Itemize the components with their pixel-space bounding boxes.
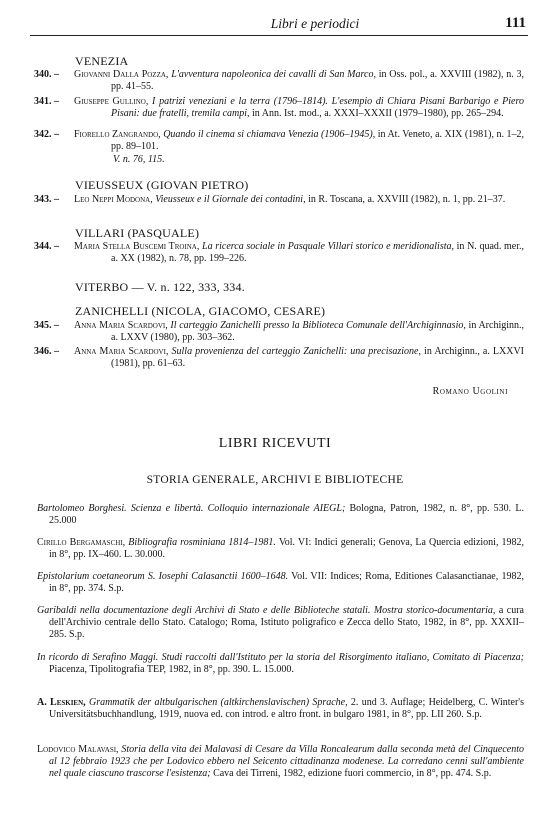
entry-344 [34,241,524,265]
book-imprint: Bologna, Patron, 1982, n. 8°, pp. 530. L. 25.000 [49,503,524,526]
book-title: In ricordo di Serafino Maggi. Studi raccolti dall'Istituto per la storia del Risorgimento italiano, Comitato di Piacenza; [37,652,524,663]
entry-author: Giuseppe Gullino, [74,96,149,107]
book-author: Cirillo Bergamaschi, [37,537,126,548]
entry-citation: in At. Veneto, a. XIX (1981), n. 1–2, pp. 89–101. [111,129,525,152]
entry-title: Vieusseux e il Giornale dei contadini, [155,194,306,205]
entry-citation: in Oss. pol., a. XXVIII (1982), n. 3, pp. 41–55. [111,69,524,92]
cross-reference: V. n. 76, 115. [113,154,165,165]
received-book [37,537,524,561]
entry-citation: in N. quad. mer., a. XX (1982), n. 78, pp. 199–226. [111,241,525,264]
book-imprint: Cava dei Tirreni, 1982, edizione fuori commercio, in 8°, pp. 474. S.p. [213,768,492,779]
entry-author: Anna Maria Scardovi, [74,320,168,331]
book-title: Garibaldi nella documentazione degli Archivi di Stato e delle Biblioteche statali. Mostra storico-documentaria, [37,605,496,616]
entry-341 [34,96,524,120]
running-header [30,13,528,36]
entry-number: 346. – [34,346,59,357]
entry-citation: in R. Toscana, a. XXVIII (1982), n. 1, pp. 21–37. [308,194,506,205]
section-heading-vieusseux: VIEUSSEUX (GIOVAN PIETRO) [75,178,249,192]
book-imprint: a cura dell'Archivio centrale dello Stato. Catalogo; Roma, Istituto poligrafico e Zecca dello Stato, 1982, in 8°, pp. XXXII–285. S.p. [49,605,524,640]
entry-author: Anna Maria Scardovi, [74,346,169,357]
entry-346 [34,346,524,370]
entry-author: Giovanni Dalla Pozza, [74,69,169,80]
entry-author: Fiorello Zangrando, [74,129,161,140]
section-heading-villari: VILLARI (PASQUALE) [75,226,200,240]
entry-author: Leo Neppi Modona, [74,194,153,205]
entry-citation: in Ann. Ist. mod., a. XXXI–XXXII (1979–1980), pp. 265–294. [252,108,504,119]
section-heading-viterbo: VITERBO — V. n. 122, 333, 334. [75,280,245,294]
entry-number: 344. – [34,241,59,252]
book-imprint: Vol. VII: Indices; Roma, Editiones Calasanctianae, 1982, in 8°, pp. 374. S.p. [49,571,524,594]
book-title: Bibliografia rosminiana 1814–1981. [128,537,276,548]
received-book [37,503,524,527]
entry-title: Quando il cinema si chiamava Venezia (1906–1945), [163,129,376,140]
received-book [37,605,524,641]
book-title: Bartolomeo Borghesi. Scienza e libertà. Colloquio internazionale AIEGL; [37,503,346,514]
book-author: A. Leskien, [37,697,86,708]
received-books-heading: LIBRI RICEVUTI [218,436,332,451]
page-number: 111 [505,15,526,31]
received-books-subheading: STORIA GENERALE, ARCHIVI E BIBLIOTECHE [146,474,404,486]
book-title: Grammatik der altbulgarischen (altkirchenslavischen) Sprache, [88,697,348,708]
book-imprint: 2. und 3. Auflage; Heidelberg, C. Winter's Universitätsbuchhandlung, 1919, nuova ed. con introd. e altro front. in bulgaro 1981, in 8°, pp. LII 260. S.p. [49,697,524,720]
entry-citation: in Archiginn., a. LXXV (1980), pp. 303–362. [111,320,525,343]
entry-342 [34,129,524,153]
entry-number: 342. – [34,129,59,140]
entry-title: I patrizi veneziani e la terra (1796–1814). L'esempio di Chiara Pisani Barbarigo e Piero Pisani: due fratelli, tremila campi, [111,96,525,119]
book-title: Storia della vita dei Malavasi di Cesare da Villa Roncalearum dalla seconda metà del Cinquecento al 12 febbraio 1923 che per Lodovico ebbero nel Seicento cittadinanza modenese. La corredano cenni sull'ambiente nel quale ciascuno trascorse l'esistenza; [49,744,524,779]
received-book [37,697,524,721]
running-title: Libri e periodici [270,16,360,31]
received-book [37,744,524,780]
entry-author: Maria Stella Buscemi Troina, [74,241,200,252]
section-heading-zanichelli: ZANICHELLI (NICOLA, GIACOMO, CESARE) [75,304,326,318]
entry-345 [34,320,524,344]
entry-number: 340. – [34,69,59,80]
author-signature: Romano Ugolini [432,386,508,397]
entry-number: 341. – [34,96,59,107]
book-title: Epistolarium coetaneorum S. Iosephi Calasanctii 1600–1648. [37,571,289,582]
section-heading-venezia: VENEZIA [75,54,129,68]
entry-number: 345. – [34,320,59,331]
entry-340 [34,69,524,93]
book-imprint: Piacenza, Tipolitografia TEP, 1982, in 8°, pp. 390. L. 15.000. [49,664,294,675]
entry-number: 343. – [34,194,59,205]
received-book [37,652,524,676]
received-book [37,571,524,595]
book-imprint: Vol. VI: Indici generali; Genova, La Quercia edizioni, 1982, in 8°, pp. IX–460. L. 30.000. [49,537,525,560]
entry-title: L'avventura napoleonica dei cavalli di San Marco, [171,69,376,80]
entry-title: Sulla provenienza del carteggio Zanichelli: una precisazione, [171,346,421,357]
entry-title: La ricerca sociale in Pasquale Villari storico e meridionalista, [202,241,454,252]
book-author: Lodovico Malavasi, [37,744,119,755]
entry-343 [34,194,524,206]
entry-citation: in Archiginn., a. LXXVI (1981), pp. 61–63. [111,346,525,369]
entry-title: Il carteggio Zanichelli presso la Biblioteca Comunale dell'Archiginnasio, [170,320,466,331]
